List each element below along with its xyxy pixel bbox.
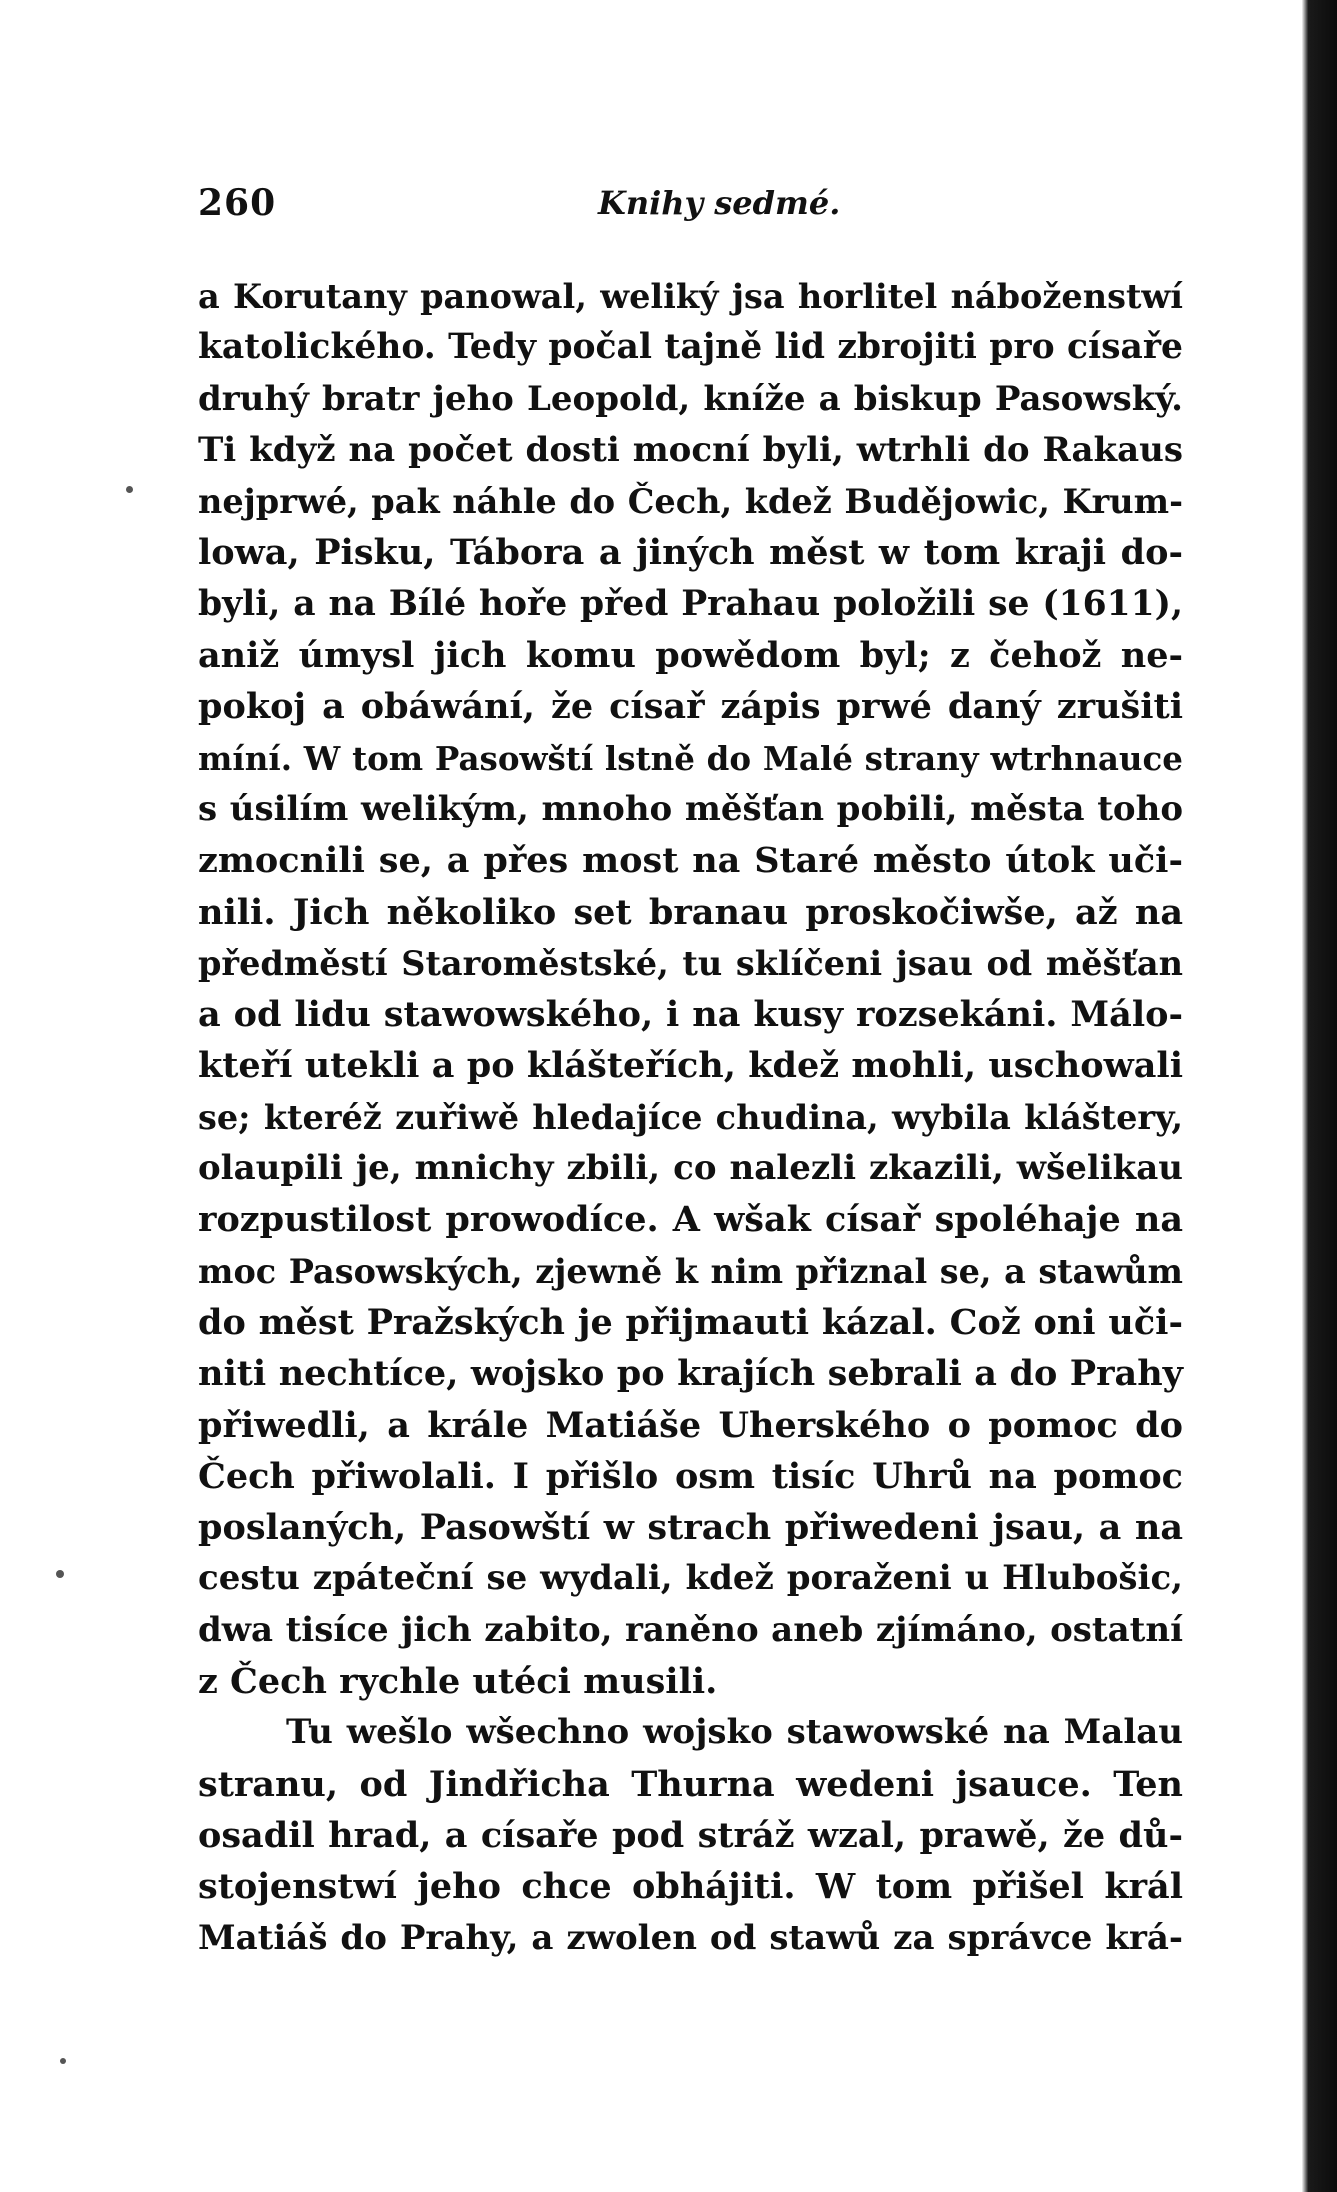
text-line: niti nechtíce, wojsko po krajích sebrali a do Prahy	[198, 1353, 1183, 1395]
text-line: nejprwé, pak náhle do Čech, kdež Budějowic, Krum-	[198, 482, 1183, 522]
text-line: Ti když na počet dosti mocní byli, wtrhli do Rakaus	[198, 429, 1183, 470]
text-line: s úsilím welikým, mnoho měšťan pobili, města toho	[198, 788, 1183, 829]
text-line: z Čech rychle utéci musili.	[198, 1661, 718, 1703]
text-line: byli, a na Bílé hoře před Prahau položili se (1611),	[198, 583, 1183, 624]
text-line: Tu wešlo wšechno wojsko stawowské na Malau	[286, 1712, 1183, 1753]
text-line: se; kteréž zuřiwě hledajíce chudina, wybila kláštery,	[198, 1097, 1183, 1137]
body-text	[198, 271, 1183, 1964]
page-edge-shadow	[1302, 0, 1337, 2192]
scan-speck	[126, 486, 133, 493]
text-line: moc Pasowských, zjewně k nim přiznal se, a stawům	[198, 1251, 1183, 1291]
scan-speck	[60, 2058, 66, 2064]
text-line: druhý bratr jeho Leopold, kníže a biskup Pasowský.	[198, 378, 1183, 419]
text-line: Čech přiwolali. I přišlo osm tisíc Uhrů na pomoc	[198, 1455, 1183, 1497]
text-line: Matiáš do Prahy, a zwolen od stawů za správce krá-	[198, 1917, 1183, 1958]
text-line: poslaných, Pasowští w strach přiwedeni jsau, a na	[198, 1507, 1183, 1549]
running-head: Knihy sedmé.	[598, 184, 841, 222]
text-line: stranu, od Jindřicha Thurna wedeni jsauce. Ten	[198, 1763, 1183, 1805]
text-line: cestu zpáteční se wydali, kdež poraženi u Hlubošic,	[198, 1558, 1183, 1599]
text-line: a Korutany panowal, weliký jsa horlitel náboženstwí	[198, 277, 1183, 316]
scan-speck	[56, 1570, 64, 1578]
text-line: olaupili je, mnichy zbili, co nalezli zkazili, wšelikau	[198, 1148, 1183, 1189]
text-line: přiwedli, a krále Matiáše Uherského o pomoc do	[198, 1404, 1183, 1446]
text-line: předměstí Staroměstské, tu sklíčeni jsau od měšťan	[198, 943, 1183, 983]
text-line: zmocnili se, a přes most na Staré město útok uči-	[198, 840, 1183, 882]
text-line: osadil hrad, a císaře pod stráž wzal, prawě, že dů-	[198, 1814, 1183, 1856]
text-line: míní. W tom Pasowští lstně do Malé strany wtrhnauce	[198, 738, 1183, 778]
page-number: 260	[198, 182, 277, 224]
text-line: rozpustilost prowodíce. A wšak císař spoléhaje na	[198, 1199, 1183, 1241]
text-line: nili. Jich několiko set branau proskočiwše, až na	[198, 891, 1183, 933]
text-line: kteří utekli a po klášteřích, kdež mohli, uschowali	[198, 1045, 1183, 1087]
text-line: katolického. Tedy počal tajně lid zbrojiti pro císaře	[198, 327, 1183, 368]
text-line: pokoj a obáwání, že císař zápis prwé daný zrušiti	[198, 686, 1183, 728]
text-line: lowa, Pisku, Tábora a jiných měst w tom kraji do-	[198, 532, 1183, 574]
text-line: a od lidu stawowského, i na kusy rozsekáni. Málo-	[198, 994, 1183, 1036]
text-line: aniž úmysl jich komu powědom byl; z čehož ne-	[198, 635, 1183, 677]
text-line: do měst Pražských je přijmauti kázal. Což oni uči-	[198, 1301, 1183, 1343]
page-header	[198, 182, 1198, 232]
text-line: stojenstwí jeho chce obhájiti. W tom přišel král	[198, 1866, 1183, 1908]
text-line: dwa tisíce jich zabito, raněno aneb zjímáno, ostatní	[198, 1609, 1183, 1650]
